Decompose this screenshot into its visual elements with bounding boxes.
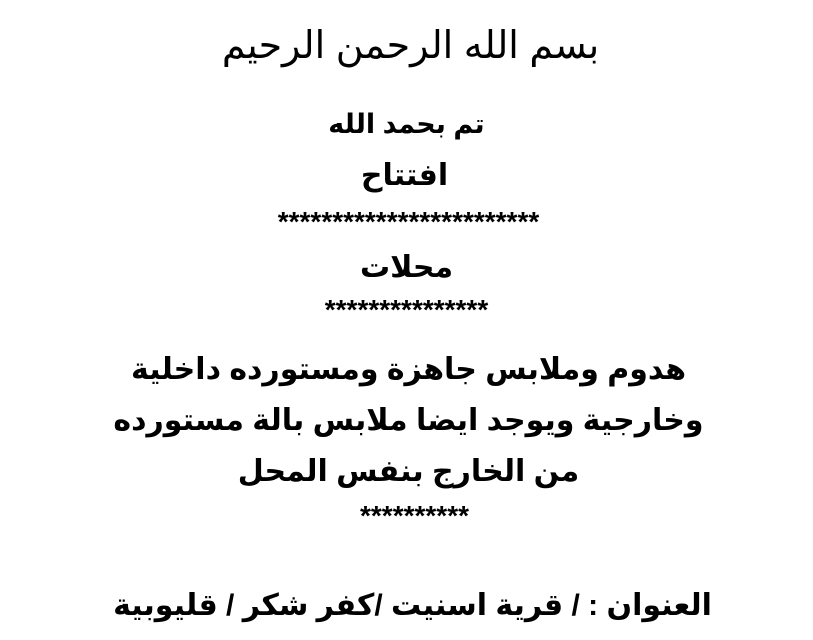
separator-stars-1: ************************ [277, 206, 540, 237]
thanks-line: تم بحمد الله [328, 109, 485, 139]
description-paragraph: هدوم وملابس جاهزة ومستورده داخلية وخارجية ويوجد ايضا ملابس بالة مستورده من الخارج بنفس المحل [113, 353, 704, 488]
opening-title: افتتاح [360, 159, 449, 192]
basmala-heading: بسم الله الرحمن الرحيم [221, 25, 600, 67]
separator-stars-3: ********** [360, 500, 469, 531]
separator-stars-2: *************** [324, 294, 489, 325]
shops-title: محلات [359, 251, 454, 284]
address-line: العنوان : / قرية اسنيت /كفر شكر / قليوبية [113, 589, 712, 622]
